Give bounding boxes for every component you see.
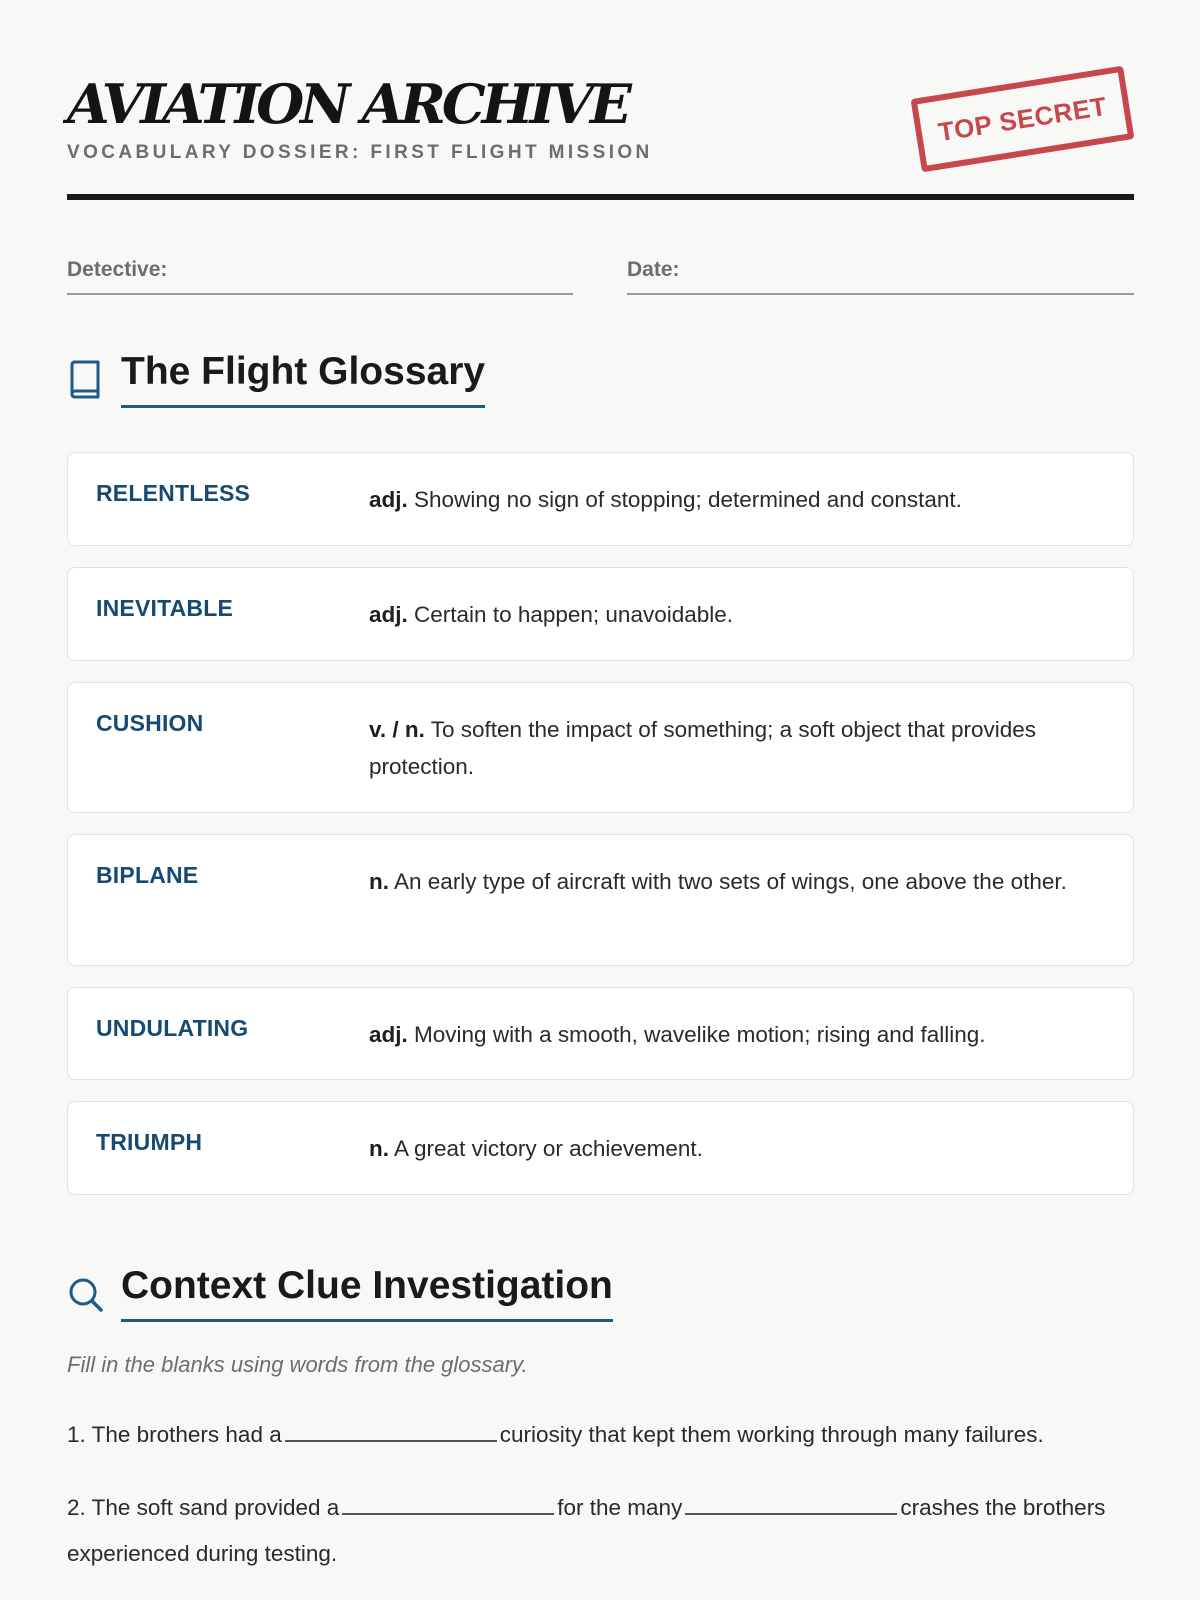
glossary-term: UNDULATING [96,1015,249,1041]
glossary-entry [67,1101,1134,1195]
definition-text: Moving with a smooth, wavelike motion; rising and falling. [414,1022,986,1047]
glossary-definition [369,1130,1099,1167]
search-icon [67,1273,103,1313]
glossary-term: INEVITABLE [96,595,234,621]
part-of-speech: n. [369,1136,389,1161]
glossary-definition [369,863,1099,900]
top-secret-stamp: TOP SECRET [911,66,1135,173]
answer-blank[interactable] [285,1424,497,1442]
header-divider [67,194,1134,200]
book-icon [67,359,103,399]
part-of-speech: adj. [369,602,408,627]
question-text: 1. The brothers had a [67,1422,282,1447]
question-text: crashes the brothers experienced during testing. [67,1495,1106,1566]
definition-text: A great victory or achievement. [394,1136,703,1161]
glossary-term: TRIUMPH [96,1129,203,1155]
glossary-definition [369,1016,1099,1053]
instructions: Fill in the blanks using words from the glossary. [67,1352,528,1377]
part-of-speech: adj. [369,1022,408,1047]
detective-field[interactable] [67,255,573,295]
question-text: 2. The soft sand provided a [67,1495,340,1520]
glossary-definition [369,711,1099,785]
definition-text: Showing no sign of stopping; determined and constant. [414,487,962,512]
glossary-term: RELENTLESS [96,480,251,506]
question-text: for the many [557,1495,683,1520]
dossier-subtitle: VOCABULARY DOSSIER: FIRST FLIGHT MISSION [67,142,653,163]
glossary-term: BIPLANE [96,862,199,888]
detective-label: Detective: [67,258,168,281]
date-field[interactable] [627,255,1134,295]
glossary-term: CUSHION [96,710,204,736]
glossary-entry [67,834,1134,966]
glossary-definition [369,596,1099,633]
masthead [67,74,1134,204]
glossary-entry [67,682,1134,813]
definition-text: Certain to happen; unavoidable. [414,602,734,627]
date-label: Date: [627,258,680,281]
answer-blank[interactable] [342,1497,554,1515]
archive-title: AVIATION ARCHIVE [67,72,628,136]
definition-text: To soften the impact of something; a soft object that provides protection. [369,717,1037,779]
glossary-entry [67,452,1134,546]
context-title: Context Clue Investigation [121,1261,613,1322]
glossary-definition [369,481,1099,518]
question-text: curiosity that kept them working through many failures. [499,1422,1044,1447]
question-2 [67,1485,1137,1577]
definition-text: An early type of aircraft with two sets of wings, one above the other. [394,869,1067,894]
part-of-speech: n. [369,869,389,894]
part-of-speech: adj. [369,487,408,512]
answer-blank[interactable] [685,1497,897,1515]
question-1 [67,1412,1137,1458]
glossary-entry [67,987,1134,1080]
glossary-title: The Flight Glossary [121,347,485,408]
glossary-entry [67,567,1134,661]
part-of-speech: v. / n. [369,717,425,742]
